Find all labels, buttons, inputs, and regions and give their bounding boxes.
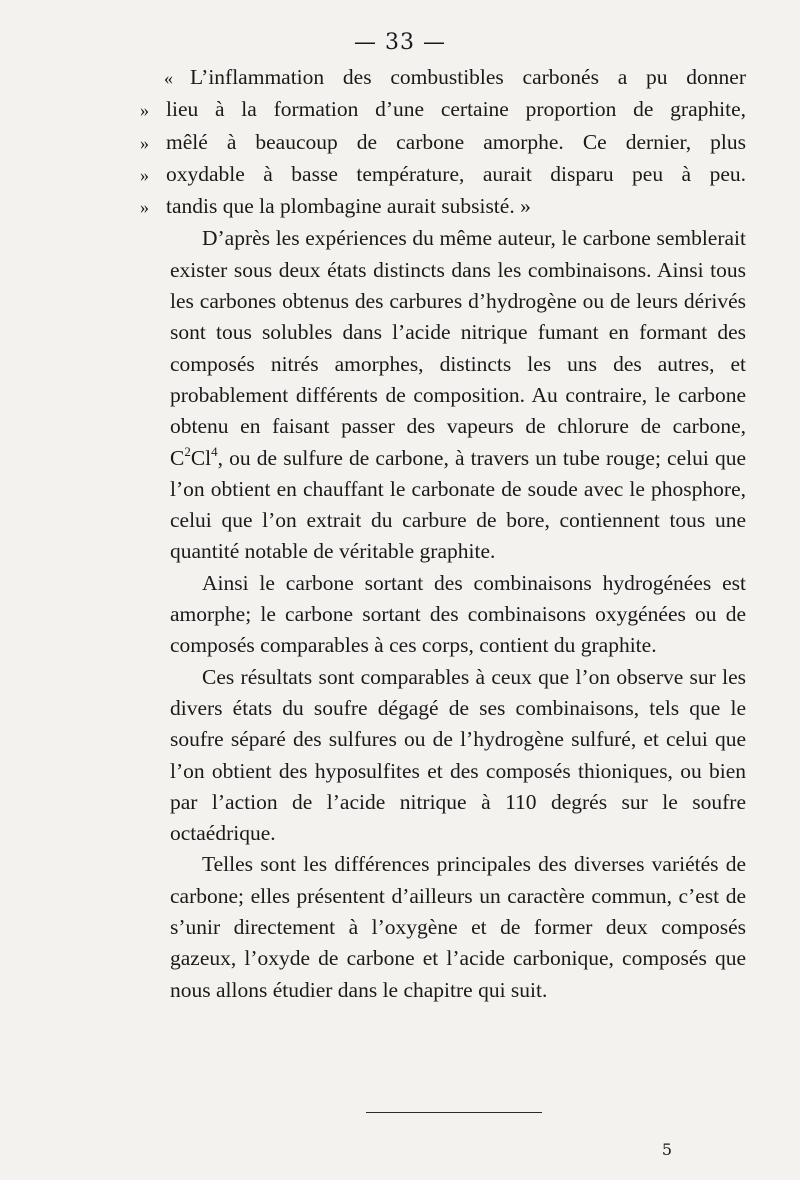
- paragraph-sulfur-comparison: Ces résultats sont comparables à ceux que l’on observe sur les divers états du soufre dégagé de ses combinaisons, tels que le soufre séparé des sulfures ou de l’hydrogène sulfuré, et celui que l’on obtient des hyposulfites et des composés thioniques, ou bien par l’action de l’acide nitrique à 110 degrés sur le soufre octaédrique.: [170, 664, 746, 846]
- continuation-guillemet: »: [140, 197, 149, 218]
- opening-guillemet: «: [164, 68, 173, 88]
- page-number: — 33 —: [354, 30, 446, 55]
- quote-line: [140, 94, 746, 126]
- paragraph-text: D’après les expériences du même auteur, le carbone semblerait exister sous deux états distincts dans les combinaisons. Ainsi tous les carbones obtenus des carbures d’hydrogène ou de leurs dérivés sont tous solubles dans l’acide nitrique fumant en formant des composés nitrés amorphes, distincts les uns des autres, et probablement différents de composition. Au contraire, le carbone obtenu en faisant passer des vapeurs de chlorure de carbone, C: [170, 226, 746, 470]
- quote-block: [140, 62, 746, 223]
- quote-line-text: lieu à la formation d’une certaine proportion de graphite,: [166, 97, 746, 122]
- paragraph-text: Cl: [190, 445, 212, 470]
- footnote-rule: [366, 1112, 542, 1113]
- paragraph-text: , ou de sulfure de carbone, à travers un tube rouge; celui que l’on obtient en chauffant le carbonate de soude avec le phosphore, celui que l’on extrait du carbure de bore, contiennent tous une quantité notable de véritable graphite.: [170, 445, 746, 564]
- continuation-guillemet: »: [140, 164, 149, 185]
- quote-line: [140, 191, 746, 223]
- quote-line: [140, 159, 746, 191]
- quote-line: [164, 62, 746, 94]
- paragraph-carbon-states: [170, 223, 746, 567]
- paragraph-amorphous-carbon: Ainsi le carbone sortant des combinaisons hydrogénées est amorphe; le carbone sortant des combinaisons oxygénées ou de composés comparables à ces corps, contient du graphite.: [170, 570, 746, 658]
- continuation-guillemet: »: [140, 132, 149, 153]
- quote-line-text: tandis que la plombagine aurait subsisté. »: [166, 194, 531, 219]
- paragraph-carbon-varieties: Telles sont les différences principales des diverses variétés de carbone; elles présentent d’ailleurs un caractère commun, c’est de s’unir directement à l’oxygène et de former deux composés gazeux, l’oxyde de carbone et l’acide carbonique, composés que nous allons étudier dans le chapitre qui suit.: [170, 852, 746, 1002]
- quote-line: [140, 127, 746, 159]
- quote-line-text: L’inflammation des combustibles carbonés a pu donner: [190, 65, 746, 89]
- superscript: 4: [211, 443, 218, 459]
- body-text: [140, 62, 746, 1006]
- quote-line-text: oxydable à basse température, aurait disparu peu à peu.: [166, 161, 746, 186]
- superscript: 2: [184, 443, 191, 459]
- quote-line-text: mêlé à beaucoup de carbone amorphe. Ce dernier, plus: [166, 129, 746, 154]
- signature-mark: 5: [661, 1140, 672, 1159]
- continuation-guillemet: »: [140, 100, 149, 121]
